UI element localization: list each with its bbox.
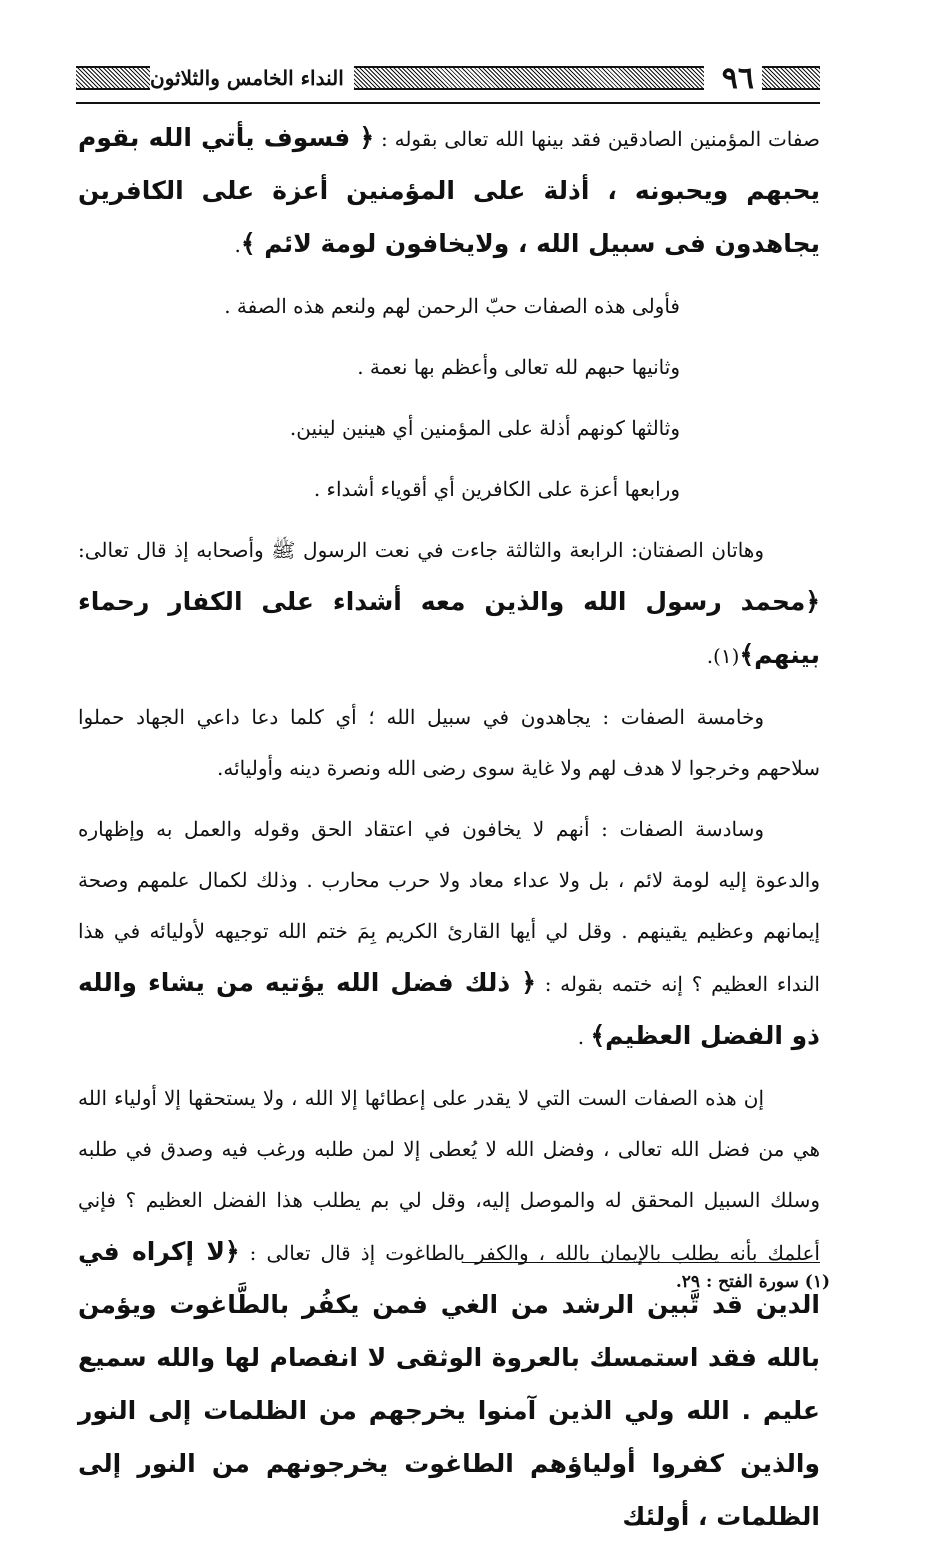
paragraph-1-text: صفات المؤمنين الصادقين فقد بينها الله تعالى بقوله : [374, 127, 820, 151]
header-ornament-right [762, 66, 820, 90]
quran-verse-2: ﴿محمد رسول الله والذين معه أشداء على الكفار رحماء بينهم﴾ [78, 587, 820, 669]
paragraph-1 [78, 112, 820, 271]
page-number: ٩٦ [721, 60, 754, 96]
paragraph-6-text: وهاتان الصفتان: الرابعة والثالثة جاءت في نعت الرسول ﷺ وأصحابه إذ قال تعالى: [78, 538, 764, 562]
paragraph-6 [78, 525, 820, 682]
footnote-rule [462, 1262, 820, 1263]
header-rule [76, 102, 820, 104]
body-text [78, 112, 820, 1554]
paragraph-9-text: إن هذه الصفات الست التي لا يقدر على إعطائها إلا الله ، ولا يستحقها إلا أولياء الله هي من فضل الله تعالى ، وفضل الله لا يُعطى إلا لمن طلبه ورغب فيه وصدق في طلبه وسلك السبيل المحقق له والموصل إليه، وقل لي بم يطلب هذا الفضل العظيم ؟ فإني أعلمك بأنه يطلب بالإيمان بالله ، والكفر بالطاغوت إذ قال تعالى : [78, 1086, 820, 1265]
paragraph-2: فأولى هذه الصفات حبّ الرحمن لهم ولنعم هذه الصفة . [224, 294, 680, 318]
quran-verse-1: ﴿ فسوف يأتي الله بقوم يحبهم ويحبونه ، أذلة على المؤمنين أعزة على الكافرين يجاهدون فى سبيل الله ، ولايخافون لومة لائم ﴾ [78, 123, 820, 258]
paragraph-7: وخامسة الصفات : يجاهدون في سبيل الله ؛ أي كلما دعا داعي الجهاد حملوا سلاحهم وخرجوا لا هدف لهم ولا غاية سوى رضى الله ونصرة دينه وأوليائه. [78, 705, 820, 780]
header-ornament-left [76, 66, 150, 90]
quran-verse-3: ﴿ ذلك فضل الله يؤتيه من يشاء والله ذو الفضل العظيم﴾ [78, 968, 820, 1050]
footnote-ref: (١). [706, 644, 740, 668]
header-ornament-middle [354, 66, 704, 90]
paragraph-8-text: وسادسة الصفات : أنهم لا يخافون في اعتقاد الحق وقوله والعمل به وإظهاره والدعوة إليه لومة لائم ، بل ولا عداء معاد ولا حرب محارب . وذلك لكمال علمهم وصحة إيمانهم وعظيم يقينهم . وقل لي أيها القارئ الكريم بِمَ ختم الله توجيهه لأوليائه في هذا النداء العظيم ؟ إنه ختمه بقوله : [78, 817, 820, 996]
paragraph-3: وثانيها حبهم لله تعالى وأعظم بها نعمة . [357, 355, 680, 379]
quran-verse-4: ﴿لا إكراه في الدين قد تَّبين الرشد من الغي فمن يكفُر بالطَّاغوت ويؤمن بالله فقد استمسك بالعروة الوثقى لا انفصام لها والله سميع عليم . الله ولي الذين آمنوا يخرجهم من الظلمات إلى النور والذين كفروا أولياؤهم الطاغوت يخرجونهم من النور إلى الظلمات ، أولئك [78, 1237, 820, 1531]
paragraph-8-tail: . [577, 1025, 591, 1049]
paragraph-1-tail: . [234, 233, 241, 257]
paragraph-9 [78, 1073, 820, 1544]
footnote: (١) سورة الفتح : ٢٩. [675, 1272, 830, 1292]
running-title: النداء الخامس والثلاثون [150, 66, 344, 90]
paragraph-5: ورابعها أعزة على الكافرين أي أقوياء أشداء . [313, 477, 680, 501]
paragraph-4: وثالثها كونهم أذلة على المؤمنين أي هينين لينين. [289, 416, 680, 440]
page-header [76, 58, 820, 98]
paragraph-8 [78, 804, 820, 1063]
